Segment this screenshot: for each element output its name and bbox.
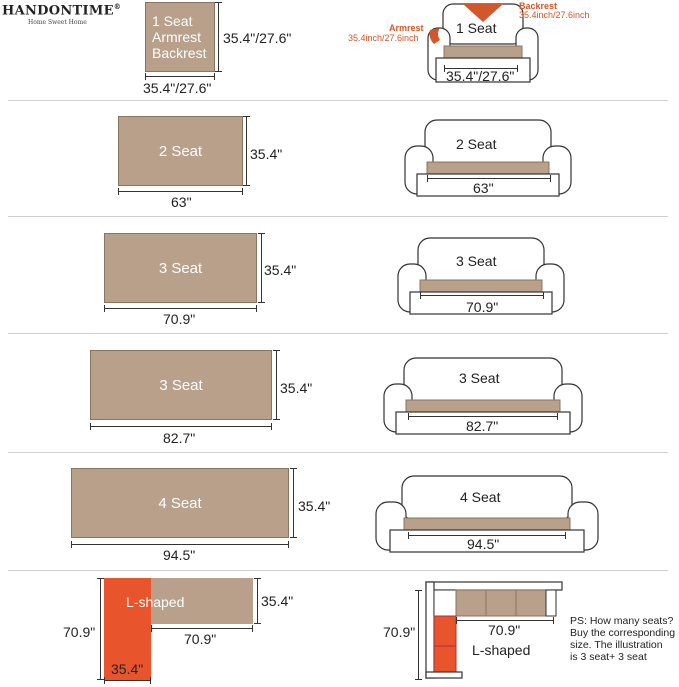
dim-sofa-3-seat-a-width [420,295,544,296]
label-l-shaped-bottom-width: 35.4" [111,661,144,677]
dim-3-seat-b-height [276,350,277,420]
swatch-3-seat-b-label: 3 Seat [159,376,203,394]
label-1-seat-width: 35.4"/27.6" [143,80,212,96]
sofa-2-seat-label: 2 Seat [456,136,497,152]
label-sofa-2-seat-width: 63" [473,180,494,196]
swatch-1-seat-line2: Armrest [152,29,201,45]
sofa-3-seat-b-label: 3 Seat [459,370,500,386]
dim-1-seat-width [145,76,215,77]
label-3-seat-a-height: 35.4" [264,262,297,278]
label-l-shaped-long-height: 70.9" [63,624,96,640]
dim-3-seat-a-width [104,308,257,309]
callout-armrest-size: 35.4inch/27.6inch [348,33,419,43]
dim-l-shaped-bottom-width [104,680,151,681]
swatch-3-seat-a [104,233,257,303]
note-line-2: Buy the corresponding [570,627,676,639]
dim-l-shaped-short-height [257,578,258,624]
label-sofa-3-seat-a-width: 70.9" [466,299,499,315]
note-line-4: is 3 seat+ 3 seat [570,651,647,663]
note-line-3: size. The illustration [570,639,663,651]
sofa-1-seat-label: 1 Seat [456,20,497,36]
swatch-l-shaped-label: L-shaped [126,594,185,610]
note-text [570,615,679,663]
dim-l-shaped-long-height [100,578,101,680]
label-1-seat-height: 35.4"/27.6" [223,30,292,46]
label-sofa-3-seat-b-width: 82.7" [466,418,499,434]
dim-1-seat-height [218,2,219,72]
divider-3 [8,333,668,334]
swatch-1-seat-line1: 1 Seat [152,13,193,29]
sofa-l-shaped-label: L-shaped [472,642,531,658]
divider-4 [8,452,668,453]
note-line-1: PS: How many seats? [570,615,674,627]
divider-2 [8,216,668,217]
label-sofa-l-shaped-height: 70.9" [383,624,416,640]
callout-armrest-title: Armrest [389,23,424,33]
swatch-4-seat [71,468,289,538]
dim-3-seat-a-height [261,233,262,303]
divider-1 [8,100,668,101]
dim-sofa-l-shaped-width [456,620,554,621]
dim-4-seat-height [293,468,294,538]
swatch-1-seat [145,2,215,72]
divider-5 [8,570,668,571]
label-3-seat-b-height: 35.4" [280,380,313,396]
dim-sofa-l-shaped-height [418,590,419,680]
label-3-seat-b-width: 82.7" [163,430,196,446]
dim-4-seat-width [71,544,289,545]
brand-name: HANDONTIME [2,3,114,19]
dim-3-seat-b-width [90,426,272,427]
label-sofa-4-seat-width: 94.5" [467,536,500,552]
swatch-3-seat-b [90,350,272,420]
brand-logo [2,2,121,18]
swatch-3-seat-a-label: 3 Seat [158,259,203,277]
label-2-seat-width: 63" [171,194,192,210]
label-4-seat-height: 35.4" [298,498,331,514]
swatch-4-seat-label: 4 Seat [158,494,202,512]
label-2-seat-height: 35.4" [250,146,283,162]
dim-sofa-2-seat-width [427,178,551,179]
callout-backrest-size: 35.4inch/27.6inch [519,10,590,20]
callout-backrest-title: Backrest [519,1,558,11]
label-l-shaped-short-height: 35.4" [261,593,294,609]
dim-sofa-3-seat-b-width [408,416,558,417]
brand-tagline: Home Sweet Home [28,19,87,26]
swatch-2-seat-label: 2 Seat [158,142,203,160]
dim-l-shaped-width [151,628,253,629]
brand-reg: ® [113,2,122,11]
dim-2-seat-height [246,116,247,186]
swatch-2-seat [118,116,243,186]
label-4-seat-width: 94.5" [163,547,196,563]
label-sofa-l-shaped-width: 70.9" [488,622,521,638]
sofa-4-seat-label: 4 Seat [460,489,501,505]
swatch-1-seat-line3: Backrest [152,45,207,61]
label-sofa-1-seat-width: 35.4"/27.6" [446,68,515,84]
label-l-shaped-width: 70.9" [184,631,217,647]
sofa-3-seat-a-label: 3 Seat [456,253,497,269]
dim-2-seat-width [118,191,243,192]
label-3-seat-a-width: 70.9" [163,311,196,327]
